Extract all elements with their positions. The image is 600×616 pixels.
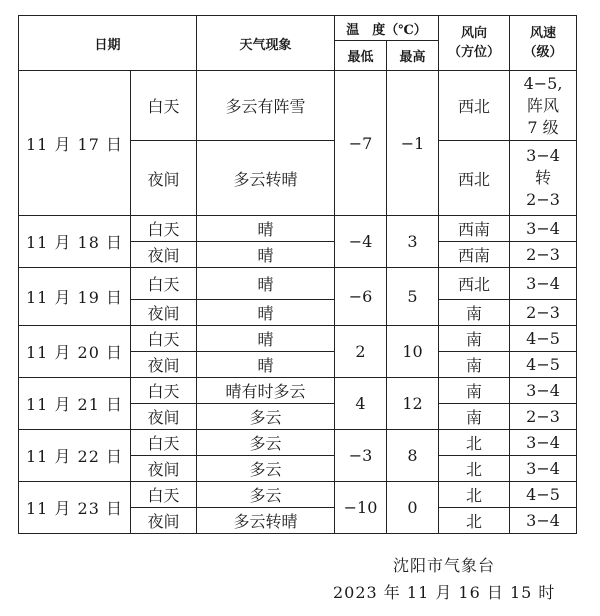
wind-speed-cell: 2−3: [510, 242, 577, 268]
low-temp-cell: −3: [335, 430, 387, 482]
weather-cell: 多云: [197, 430, 335, 456]
wind-direction-cell: 北: [439, 456, 510, 482]
period-cell: 白天: [131, 326, 197, 352]
weather-cell: 晴: [197, 326, 335, 352]
date-cell: 11 月 23 日: [19, 482, 131, 534]
wind-direction-cell: 南: [439, 326, 510, 352]
wind-speed-cell: 3−4: [510, 456, 577, 482]
high-temp-cell: −1: [387, 71, 439, 216]
low-temp-cell: 2: [335, 326, 387, 378]
high-temp-cell: 12: [387, 378, 439, 430]
wind-speed-cell: 2−3: [510, 300, 577, 326]
header-wind-direction: 风向 （方位）: [439, 16, 510, 71]
wind-direction-cell: 西南: [439, 216, 510, 242]
weather-cell: 多云转晴: [197, 141, 335, 216]
high-temp-cell: 8: [387, 430, 439, 482]
weather-cell: 多云转晴: [197, 508, 335, 534]
period-cell: 夜间: [131, 404, 197, 430]
issue-time: 2023 年 11 月 16 日 15 时: [333, 583, 556, 602]
wind-speed-cell: 4−5, 阵风 7 级: [510, 71, 577, 141]
weather-cell: 多云: [197, 404, 335, 430]
wind-direction-cell: 南: [439, 300, 510, 326]
period-cell: 夜间: [131, 300, 197, 326]
weather-cell: 晴: [197, 216, 335, 242]
low-temp-cell: −4: [335, 216, 387, 268]
low-temp-cell: −6: [335, 268, 387, 326]
high-temp-cell: 0: [387, 482, 439, 534]
forecast-row-day: [19, 326, 577, 352]
header-low: 最低: [335, 41, 387, 71]
period-cell: 白天: [131, 71, 197, 141]
header-weather: 天气现象: [197, 16, 335, 71]
date-cell: 11 月 22 日: [19, 430, 131, 482]
period-cell: 白天: [131, 482, 197, 508]
wind-direction-cell: 西南: [439, 242, 510, 268]
wind-speed-cell: 3−4: [510, 268, 577, 300]
weather-cell: 晴: [197, 352, 335, 378]
wind-speed-cell: 4−5: [510, 482, 577, 508]
low-temp-cell: −7: [335, 71, 387, 216]
issuing-agency: 沈阳市气象台: [393, 556, 496, 575]
wind-speed-cell: 3−4: [510, 216, 577, 242]
wind-direction-cell: 南: [439, 378, 510, 404]
weather-cell: 晴: [197, 300, 335, 326]
forecast-row-day: [19, 430, 577, 456]
weather-cell: 晴: [197, 268, 335, 300]
forecast-row-day: [19, 482, 577, 508]
wind-direction-cell: 北: [439, 508, 510, 534]
forecast-row-day: [19, 268, 577, 300]
wind-speed-cell: 3−4 转 2−3: [510, 141, 577, 216]
wind-direction-cell: 北: [439, 430, 510, 456]
header-temperature: 温 度（℃）: [335, 16, 439, 41]
forecast-row-day: [19, 216, 577, 242]
forecast-row-day: [19, 378, 577, 404]
wind-speed-cell: 4−5: [510, 326, 577, 352]
period-cell: 白天: [131, 216, 197, 242]
forecast-table: [18, 15, 577, 534]
high-temp-cell: 10: [387, 326, 439, 378]
wind-speed-cell: 2−3: [510, 404, 577, 430]
high-temp-cell: 3: [387, 216, 439, 268]
forecast-row-day: [19, 71, 577, 141]
period-cell: 夜间: [131, 456, 197, 482]
header-date: 日期: [19, 16, 197, 71]
weather-cell: 多云: [197, 456, 335, 482]
wind-direction-cell: 西北: [439, 141, 510, 216]
wind-direction-cell: 西北: [439, 71, 510, 141]
weather-cell: 多云: [197, 482, 335, 508]
period-cell: 夜间: [131, 352, 197, 378]
date-cell: 11 月 21 日: [19, 378, 131, 430]
wind-direction-cell: 南: [439, 352, 510, 378]
header-high: 最高: [387, 41, 439, 71]
period-cell: 夜间: [131, 141, 197, 216]
period-cell: 白天: [131, 430, 197, 456]
period-cell: 白天: [131, 268, 197, 300]
period-cell: 夜间: [131, 508, 197, 534]
date-cell: 11 月 19 日: [19, 268, 131, 326]
wind-speed-cell: 3−4: [510, 508, 577, 534]
weather-cell: 晴: [197, 242, 335, 268]
wind-direction-cell: 北: [439, 482, 510, 508]
high-temp-cell: 5: [387, 268, 439, 326]
wind-direction-cell: 西北: [439, 268, 510, 300]
wind-speed-cell: 4−5: [510, 352, 577, 378]
date-cell: 11 月 17 日: [19, 71, 131, 216]
date-cell: 11 月 20 日: [19, 326, 131, 378]
period-cell: 夜间: [131, 242, 197, 268]
weather-cell: 晴有时多云: [197, 378, 335, 404]
wind-speed-cell: 3−4: [510, 430, 577, 456]
header-wind-speed: 风速 （级）: [510, 16, 577, 71]
low-temp-cell: −10: [335, 482, 387, 534]
wind-direction-cell: 南: [439, 404, 510, 430]
date-cell: 11 月 18 日: [19, 216, 131, 268]
weather-cell: 多云有阵雪: [197, 71, 335, 141]
low-temp-cell: 4: [335, 378, 387, 430]
period-cell: 白天: [131, 378, 197, 404]
wind-speed-cell: 3−4: [510, 378, 577, 404]
